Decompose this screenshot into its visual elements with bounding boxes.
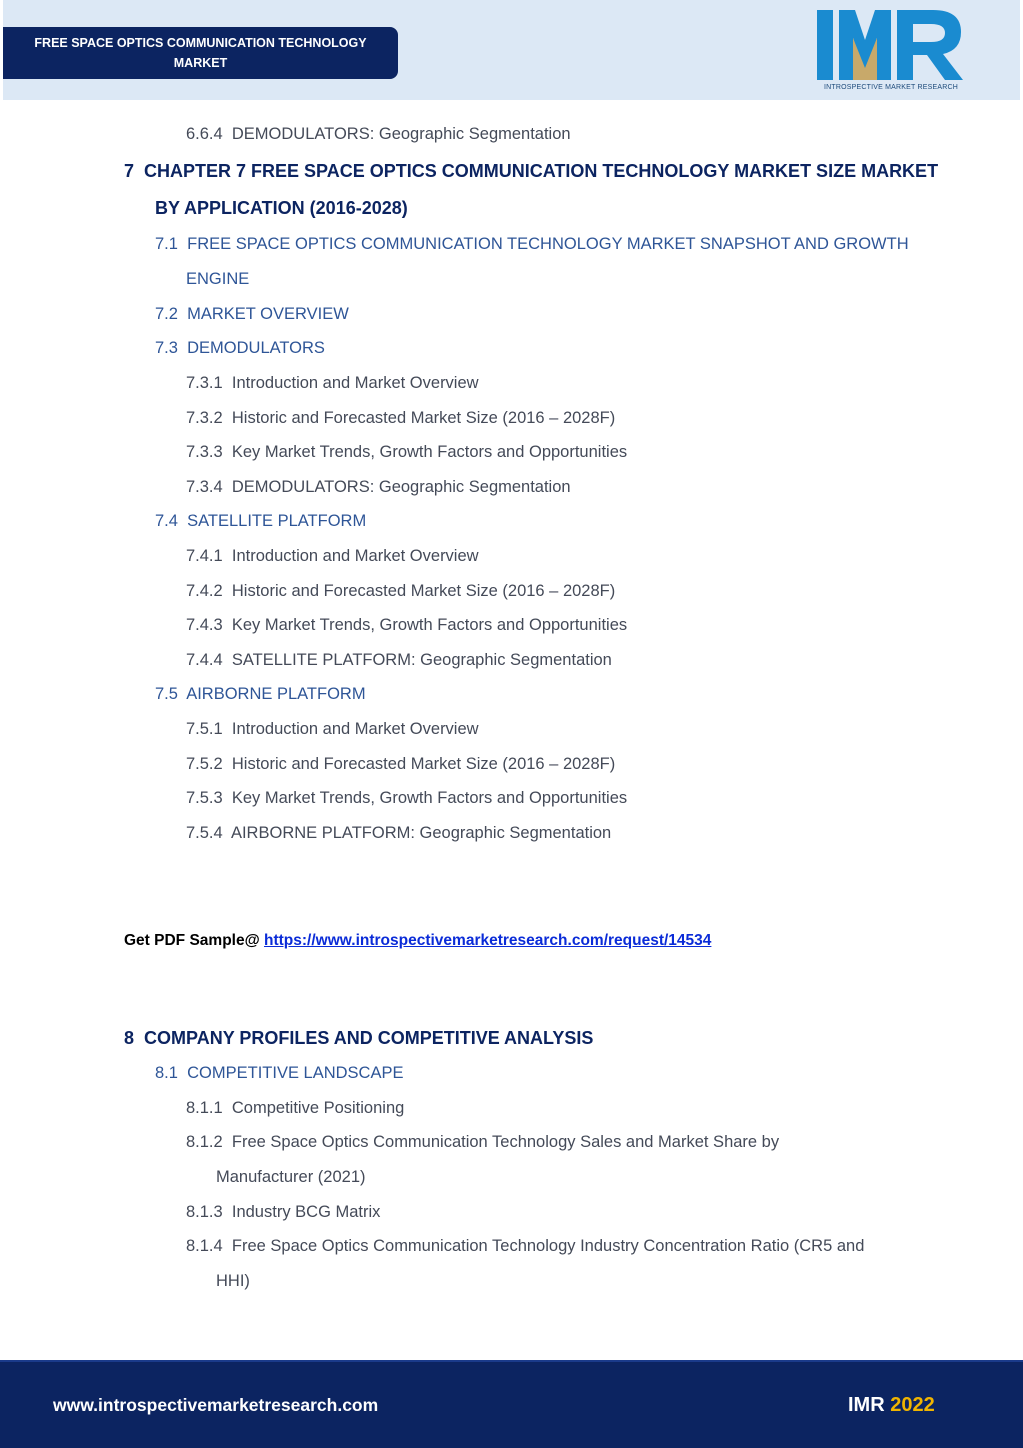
- footer-brand-name: IMR: [848, 1394, 885, 1416]
- footer-year: 2022: [890, 1394, 935, 1416]
- toc-entry-8-1: 8.1 COMPETITIVE LANDSCAPE: [155, 1064, 404, 1082]
- toc-chapter-7-cont: BY APPLICATION (2016-2028): [155, 198, 408, 218]
- pdf-sample-label: Get PDF Sample@: [124, 932, 265, 949]
- imr-logo-icon: [815, 8, 967, 84]
- page-footer: [0, 1360, 1023, 1448]
- toc-chapter-7: 7 CHAPTER 7 FREE SPACE OPTICS COMMUNICATION TECHNOLOGY MARKET SIZE MARKET: [124, 161, 939, 181]
- toc-entry-8-1-2-cont: Manufacturer (2021): [216, 1168, 366, 1186]
- toc-entry-7-4-3: 7.4.3 Key Market Trends, Growth Factors and Opportunities: [186, 616, 628, 634]
- toc-entry-7-5: 7.5 AIRBORNE PLATFORM: [155, 685, 366, 703]
- toc-chapter-8: 8 COMPANY PROFILES AND COMPETITIVE ANALYSIS: [124, 1028, 594, 1048]
- toc-entry-7-2: 7.2 MARKET OVERVIEW: [155, 305, 349, 323]
- footer-website[interactable]: www.introspectivemarketresearch.com: [53, 1395, 379, 1415]
- pdf-sample-line: [124, 932, 711, 950]
- toc-entry-7-5-1: 7.5.1 Introduction and Market Overview: [186, 720, 479, 738]
- toc-entry-8-1-4: 8.1.4 Free Space Optics Communication Technology Industry Concentration Ratio (CR5 and: [186, 1237, 865, 1255]
- pdf-sample-link[interactable]: https://www.introspectivemarketresearch.com/request/14534: [264, 932, 712, 949]
- page-header: [3, 0, 1020, 100]
- toc-entry-6-6-4: 6.6.4 DEMODULATORS: Geographic Segmentation: [186, 125, 571, 143]
- toc-entry-7-3-1: 7.3.1 Introduction and Market Overview: [186, 374, 479, 392]
- toc-entry-7-4-4: 7.4.4 SATELLITE PLATFORM: Geographic Segmentation: [186, 651, 612, 669]
- footer-brand: [848, 1394, 935, 1417]
- toc-entry-7-5-2: 7.5.2 Historic and Forecasted Market Size (2016 – 2028F): [186, 755, 616, 773]
- toc-entry-7-4-2: 7.4.2 Historic and Forecasted Market Size (2016 – 2028F): [186, 582, 616, 600]
- logo-caption: INTROSPECTIVE MARKET RESEARCH: [823, 84, 959, 91]
- imr-logo: [815, 8, 967, 96]
- toc-entry-8-1-2: 8.1.2 Free Space Optics Communication Technology Sales and Market Share by: [186, 1133, 780, 1151]
- toc-entry-7-3-2: 7.3.2 Historic and Forecasted Market Size (2016 – 2028F): [186, 409, 616, 427]
- toc-entry-7-5-3: 7.5.3 Key Market Trends, Growth Factors and Opportunities: [186, 789, 628, 807]
- toc-entry-8-1-3: 8.1.3 Industry BCG Matrix: [186, 1203, 381, 1221]
- toc-entry-7-4-1: 7.4.1 Introduction and Market Overview: [186, 547, 479, 565]
- toc-entry-8-1-1: 8.1.1 Competitive Positioning: [186, 1099, 405, 1117]
- toc-entry-7-1: 7.1 FREE SPACE OPTICS COMMUNICATION TECHNOLOGY MARKET SNAPSHOT AND GROWTH: [155, 235, 909, 253]
- toc-entry-7-5-4: 7.5.4 AIRBORNE PLATFORM: Geographic Segmentation: [186, 824, 612, 842]
- toc-entry-7-4: 7.4 SATELLITE PLATFORM: [155, 512, 367, 530]
- toc-entry-7-3: 7.3 DEMODULATORS: [155, 339, 325, 357]
- toc-entry-8-1-4-cont: HHI): [216, 1272, 250, 1290]
- toc-entry-7-3-4: 7.3.4 DEMODULATORS: Geographic Segmentation: [186, 478, 571, 496]
- toc-entry-7-1-cont: ENGINE: [186, 270, 250, 288]
- toc-entry-7-3-3: 7.3.3 Key Market Trends, Growth Factors and Opportunities: [186, 443, 628, 461]
- report-title-badge: FREE SPACE OPTICS COMMUNICATION TECHNOLOGY MARKET: [3, 27, 398, 79]
